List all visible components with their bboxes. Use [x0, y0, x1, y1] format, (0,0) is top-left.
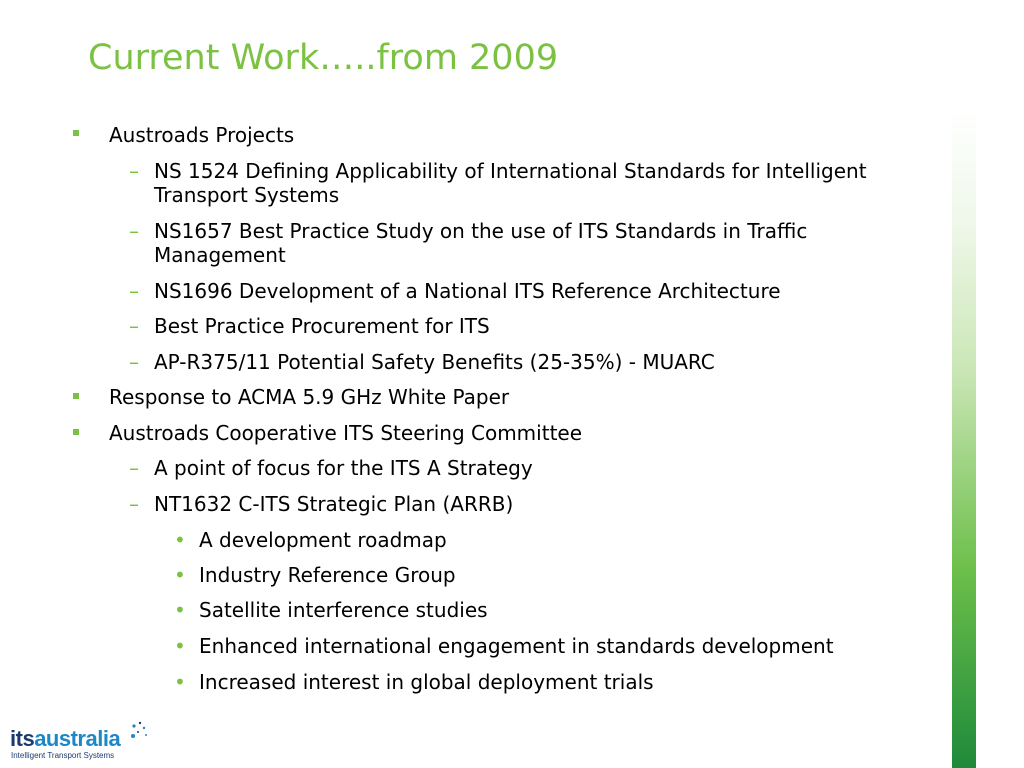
list-item-continuation: Management	[154, 243, 286, 267]
dash-bullet: –	[129, 350, 139, 374]
dash-bullet: –	[129, 492, 139, 516]
list-item: NS 1524 Defining Applicability of International Standards for Intelligent	[154, 159, 867, 183]
list-item: Satellite interference studies	[199, 598, 488, 622]
dot-bullet: •	[174, 598, 186, 622]
list-item: Austroads Cooperative ITS Steering Committee	[109, 421, 583, 445]
list-item: Best Practice Procurement for ITS	[154, 314, 490, 338]
square-bullet-icon	[73, 429, 79, 435]
its-australia-logo	[10, 726, 150, 762]
list-item: NS1657 Best Practice Study on the use of ITS Standards in Traffic	[154, 219, 808, 243]
list-item: Response to ACMA 5.9 GHz White Paper	[109, 385, 510, 409]
dash-bullet: –	[129, 314, 139, 338]
logo-tagline: Intelligent Transport Systems	[11, 751, 115, 760]
logo-wordmark: itsaustralia	[10, 726, 121, 751]
square-bullet-icon	[73, 393, 79, 399]
list-item-continuation: Transport Systems	[154, 183, 340, 207]
list-item: A development roadmap	[199, 528, 447, 552]
square-bullet-icon	[73, 130, 79, 136]
dot-bullet: •	[174, 563, 186, 587]
dash-bullet: –	[129, 456, 139, 480]
logo-sparkle-icon	[128, 720, 150, 744]
list-item: NT1632 C-ITS Strategic Plan (ARRB)	[154, 492, 514, 516]
dot-bullet: •	[174, 634, 186, 658]
dash-bullet: –	[129, 279, 139, 303]
dot-bullet: •	[174, 528, 186, 552]
dot-bullet: •	[174, 670, 186, 694]
slide-title: Current Work…..from 2009	[88, 38, 559, 78]
list-item: A point of focus for the ITS A Strategy	[154, 456, 533, 480]
list-item: Industry Reference Group	[199, 563, 456, 587]
dash-bullet: –	[129, 159, 139, 183]
list-item: Enhanced international engagement in standards development	[199, 634, 834, 658]
list-item: Austroads Projects	[109, 123, 295, 147]
dash-bullet: –	[129, 219, 139, 243]
list-item: NS1696 Development of a National ITS Reference Architecture	[154, 279, 781, 303]
list-item: AP-R375/11 Potential Safety Benefits (25-35%) - MUARC	[154, 350, 715, 374]
list-item: Increased interest in global deployment trials	[199, 670, 654, 694]
